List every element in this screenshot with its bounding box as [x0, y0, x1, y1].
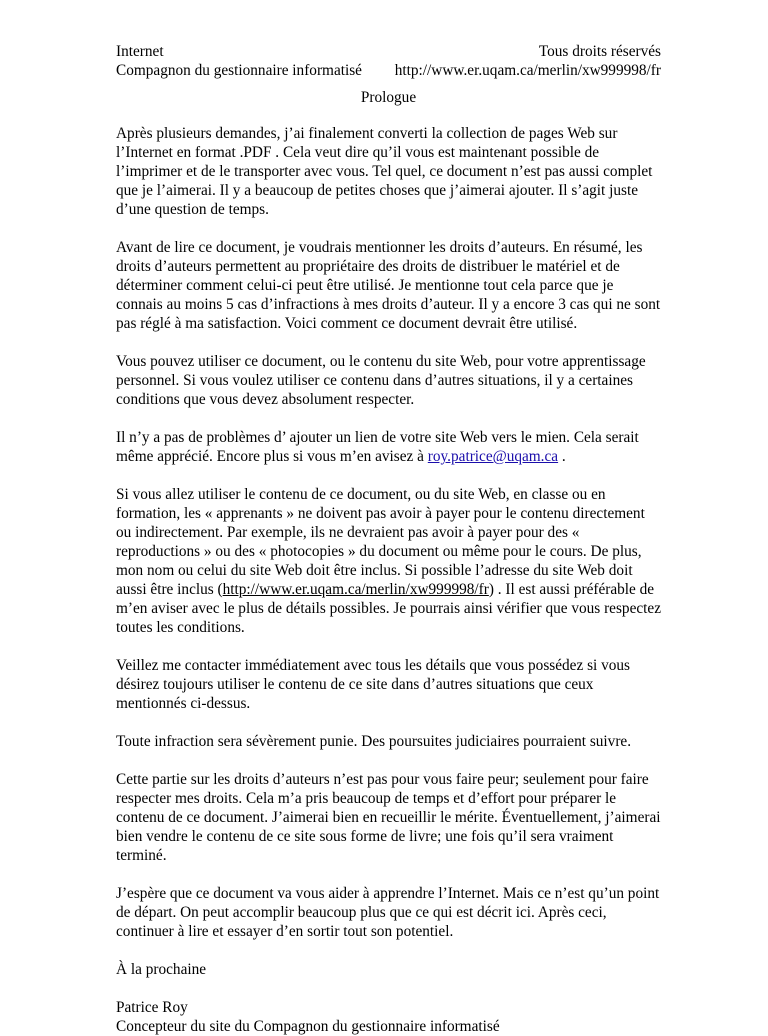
signature-role: Concepteur du site du Compagnon du gestionnaire informatisé — [116, 1018, 500, 1035]
header-right-line1: Tous droits réservés — [538, 43, 661, 60]
paragraph-8: Cette partie sur les droits d’auteurs n’est pas pour vous faire peur; seulement pour faire respecter mes droits. Cela m’a pris beaucoup de temps et d’effort pour préparer le contenu de ce document. J’aimerai bien en recueillir le mérite. Éventuellement, j’aimerai bien vendre le contenu de ce site sous forme de livre; une fois qu’il sera vraiment terminé. — [116, 771, 661, 864]
paragraph-7: Toute infraction sera sévèrement punie. Des poursuites judiciaires pourraient suivre. — [116, 733, 632, 750]
paragraph-5 — [116, 485, 661, 637]
paragraph-5-text: Si vous allez utiliser le contenu de ce document, ou du site Web, en classe ou en formation, les « apprenants » ne doivent pas avoir à payer pour le contenu directement ou indirectement. Par exemple, ils ne devraient pas avoir à payer pour des « reproductions » ou des « photocopies » du document ou même pour le cours. De plus, mon nom ou celui du site Web doit être inclus. Si possible l’adresse du site Web doit aussi être inclus ( — [116, 486, 645, 598]
header-left-line2: Compagnon du gestionnaire informatisé — [116, 62, 362, 79]
closing: À la prochaine — [116, 961, 207, 978]
paragraph-6: Veillez me contacter immédiatement avec tous les détails que vous possédez si vous désirez toujours utiliser le contenu de ce site dans d’autres situations que ceux mentionnés ci-dessus. — [116, 657, 630, 712]
header-left-line1: Internet — [116, 43, 164, 60]
document-page — [116, 42, 661, 1036]
paragraph-4-text: Il n’y a pas de problèmes d’ ajouter un lien de votre site Web vers le mien. Cela serait même apprécié. Encore plus si vous m’en avisez à — [116, 429, 639, 465]
paragraph-9: J’espère que ce document va vous aider à apprendre l’Internet. Mais ce n’est qu’un point de départ. On peut accomplir beaucoup plus que ce qui est décrit ici. Après ceci, continuer à lire et essayer d’en sortir tout son potentiel. — [116, 885, 660, 940]
page-title: Prologue — [360, 89, 417, 106]
signature-name: Patrice Roy — [116, 999, 188, 1016]
email-link[interactable]: roy.patrice@uqam.ca — [427, 448, 559, 465]
paragraph-3: Vous pouvez utiliser ce document, ou le contenu du site Web, pour votre apprentissage personnel. Si vous voulez utiliser ce contenu dans d’autres situations, il y a certaines conditions que vous devez absolument respecter. — [116, 353, 646, 408]
paragraph-4-end: . — [558, 448, 566, 465]
paragraph-4 — [116, 428, 661, 466]
paragraph-2: Avant de lire ce document, je voudrais mentionner les droits d’auteurs. En résumé, les droits d’auteurs permettent au propriétaire des droits de distribuer le matériel et de déterminer comment celui-ci peut être utilisé. Je mentionne tout cela parce que je connais au moins 5 cas d’infractions à mes droits d’auteur. Il y a encore 3 cas qui ne sont pas réglé à ma satisfaction. Voici comment ce document devrait être utilisé. — [116, 239, 661, 332]
header-right-line2: http://www.er.uqam.ca/merlin/xw999998/fr — [394, 62, 661, 79]
site-url-link[interactable]: http://www.er.uqam.ca/merlin/xw999998/fr — [222, 581, 489, 598]
header-row-2 — [116, 61, 661, 80]
paragraph-1: Après plusieurs demandes, j’ai finalement converti la collection de pages Web sur l’Internet en format .PDF . Cela veut dire qu’il vous est maintenant possible de l’imprimer et de le transporter avec vous. Tel quel, ce document n’est pas aussi complet que je l’aimerai. Il y a beaucoup de petites choses que j’aimerai ajouter. Il s’agit juste d’une question de temps. — [116, 125, 653, 218]
header-row-1 — [116, 42, 661, 61]
paragraph-5-end: ) . Il est aussi préférable de m’en aviser avec le plus de détails possibles. Je pourrais ainsi vérifier que vous respectez toutes les conditions. — [116, 581, 661, 636]
